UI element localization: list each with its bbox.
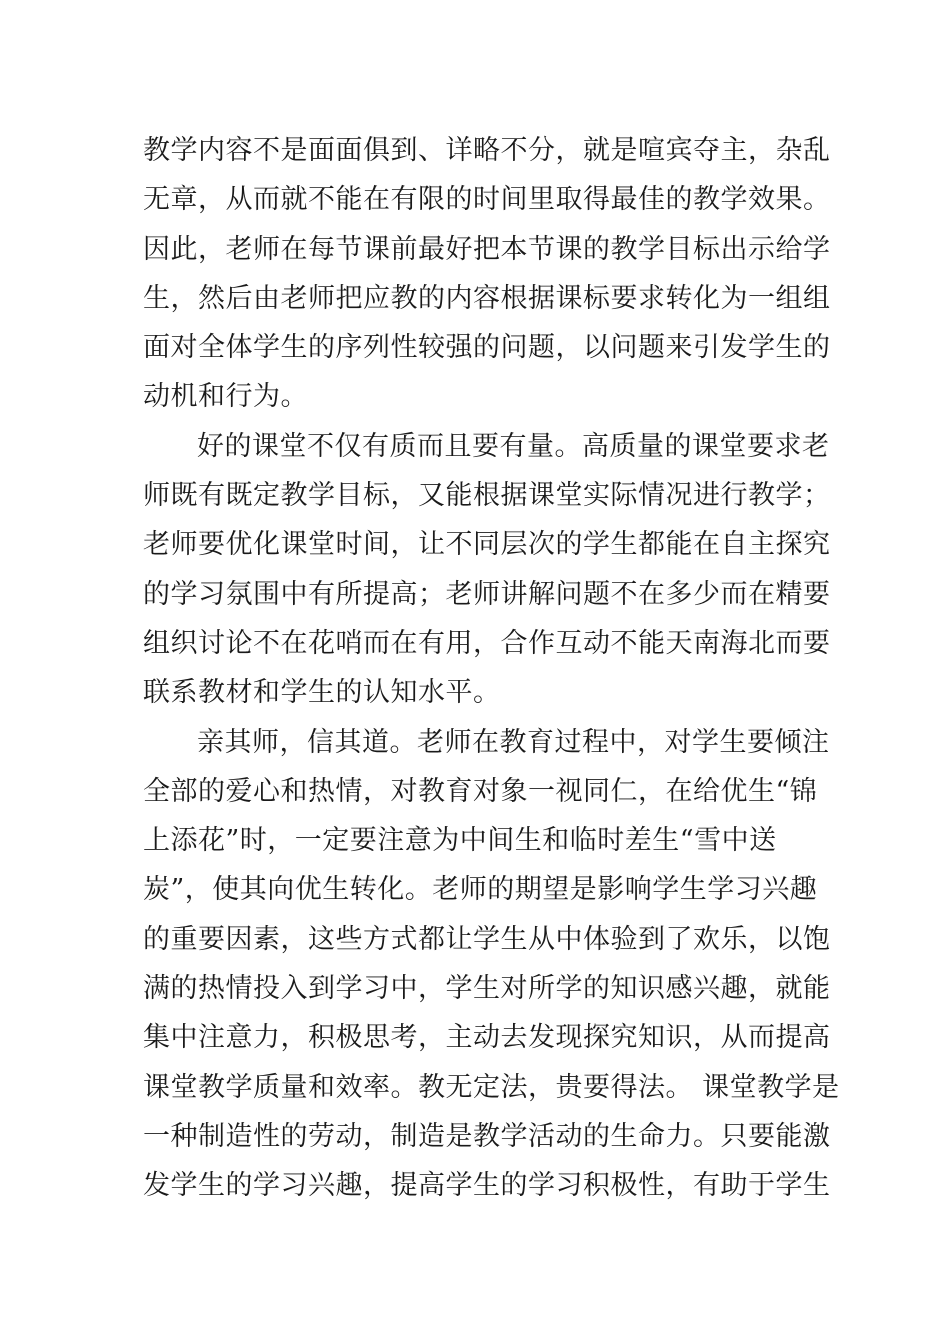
- text-line: 教学内容不是面面俱到、详略不分，就是喧宾夺主，杂乱: [143, 135, 831, 166]
- text-line: 无章，从而就不能在有限的时间里取得最佳的教学效果。: [143, 184, 831, 216]
- text-line: 全部的爱心和热情，对教育对象一视同仁，在给优生“锦: [143, 775, 818, 807]
- text-line: 亲其师，信其道。老师在教育过程中，对学生要倾注: [197, 726, 830, 758]
- text-line: 动机和行为。: [143, 381, 308, 413]
- text-line: 的学习氛围中有所提高；老师讲解问题不在多少而在精要: [143, 578, 831, 610]
- text-line: 联系教材和学生的认知水平。: [143, 677, 501, 709]
- text-line: 因此，老师在每节课前最好把本节课的教学目标出示给学: [143, 233, 831, 265]
- text-line: 发学生的学习兴趣，提高学生的学习积极性，有助于学生: [143, 1170, 831, 1202]
- body-text: [143, 126, 840, 1211]
- text-line: 满的热情投入到学习中，学生对所学的知识感兴趣，就能: [143, 973, 831, 1005]
- text-line: 老师要优化课堂时间，让不同层次的学生都能在自主探究: [143, 529, 831, 561]
- text-line: 生，然后由老师把应教的内容根据课标要求转化为一组组: [143, 282, 831, 314]
- text-line: 课堂教学质量和效率。教无定法，贵要得法。 课堂教学是: [143, 1071, 840, 1103]
- text-line: 集中注意力，积极思考，主动去发现探究知识，从而提高: [143, 1022, 831, 1054]
- text-line: 一种制造性的劳动，制造是教学活动的生命力。只要能激: [143, 1120, 831, 1152]
- text-line: 好的课堂不仅有质而且要有量。高质量的课堂要求老: [197, 430, 830, 462]
- text-line: 的重要因素，这些方式都让学生从中体验到了欢乐，以饱: [143, 923, 831, 955]
- text-line: 面对全体学生的序列性较强的问题，以问题来引发学生的: [143, 332, 831, 364]
- text-line: 炭”，使其向优生转化。老师的期望是影响学生学习兴趣: [143, 874, 818, 906]
- text-line: 师既有既定教学目标，又能根据课堂实际情况进行教学；: [143, 480, 831, 512]
- text-line: 上添花”时，一定要注意为中间生和临时差生“雪中送: [143, 825, 777, 857]
- text-line: 组织讨论不在花哨而在有用，合作互动不能天南海北而要: [143, 627, 831, 659]
